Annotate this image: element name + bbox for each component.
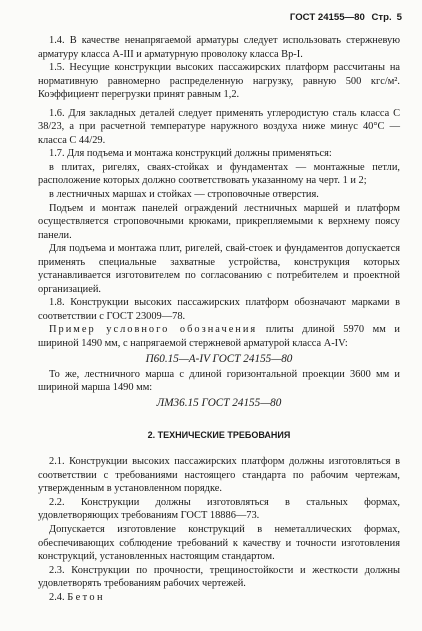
- running-header: [290, 11, 402, 25]
- gost-designation: ГОСТ 24155—80: [289, 12, 365, 23]
- paragraph-example: [38, 323, 400, 350]
- paragraph-1-6: 1.6. Для закладных деталей следует применять углеродистую сталь класса С 38/23, а при расчетной температуре наружного воздуха ниже минус 40°С — класса С 44/29.: [38, 107, 400, 146]
- page-number: 5: [396, 12, 402, 23]
- designation-formula-stair: ЛМ36.15 ГОСТ 24155—80: [156, 396, 282, 409]
- paragraph-1-7-grips: Для подъема и монтажа плит, ригелей, свай-стоек и фундаментов допускается применять специальные захватные устройства, конструкция которых устанавливается изготовителем по согласованию с потребителем и проектной организацией.: [38, 243, 400, 295]
- paragraph-2-2: 2.2. Конструкции должны изготовляться в стальных формах, удовлетворяющих требованиям ГОСТ 18886—73.: [38, 496, 400, 522]
- paragraph-2-1: 2.1. Конструкции высоких пассажирских платформ должны изготовляться в соответствии с требованиями настоящего стандарта по рабочим чертежам, утвержденным в установленном порядке.: [38, 456, 400, 495]
- paragraph-1-4: 1.4. В качестве ненапрягаемой арматуры следует использовать стержневую арматуру класса А-III и арматурную проволоку класса Вр-I.: [38, 35, 400, 60]
- paragraph-2-4: [38, 591, 400, 605]
- section-heading-2: 2. ТЕХНИЧЕСКИЕ ТРЕБОВАНИЯ: [147, 429, 291, 440]
- paragraph-2-2-alt: Допускается изготовление конструкций в неметаллических формах, обеспечивающих соблюдение требований к качеству и точности изготовления конструкций, установленных настоящим стандартом.: [38, 523, 400, 563]
- designation-formula-slab: П60.15—A-IV ГОСТ 24155—80: [145, 352, 293, 365]
- paragraph-1-5: 1.5. Несущие конструкции высоких пассажирских платформ рассчитаны на нормативную равномерно распределенную нагрузку, равную 500 кгс/м². Коэффициент перегрузки принят равным 1,2.: [38, 62, 400, 101]
- paragraph-stair-example: То же, лестничного марша с длиной горизонтальной проекции 3600 мм и шириной марша 1490 мм:: [38, 368, 400, 394]
- paragraph-1-7: 1.7. Для подъема и монтажа конструкций должны применяться:: [49, 148, 332, 160]
- example-heading: Пример условного обозначения: [49, 324, 258, 336]
- document-body: [38, 34, 400, 604]
- clause-title-concrete: Бетон: [67, 591, 105, 603]
- paragraph-1-7-loops: в плитах, ригелях, сваях-стойках и фундаментах — монтажные петли, расположение которых должно соответствовать указанному на черт. 1 и 2;: [38, 161, 400, 187]
- paragraph-1-7-panels: Подъем и монтаж панелей ограждений лестничных маршей и платформ осуществляется строповочными крюками, прикрепляемыми к верхнему поясу панели.: [38, 202, 400, 241]
- example-text: плиты длиной 5970 мм и шириной 1490 мм, с напрягаемой стержневой арматурой класса А-IV:: [38, 324, 400, 350]
- paragraph-1-8: 1.8. Конструкции высоких пассажирских платформ обозначают марками в соответствии с ГОСТ 23009—78.: [38, 297, 400, 322]
- clause-number-2-4: 2.4.: [49, 591, 65, 603]
- paragraph-2-3: 2.3. Конструкции по прочности, трещиностойкости и жесткости должны удовлетворять требованиям рабочих чертежей.: [38, 564, 400, 590]
- paragraph-1-7-holes: в лестничных маршах и стойках — строповочные отверстия.: [49, 189, 319, 201]
- page-word: Стр.: [371, 12, 392, 23]
